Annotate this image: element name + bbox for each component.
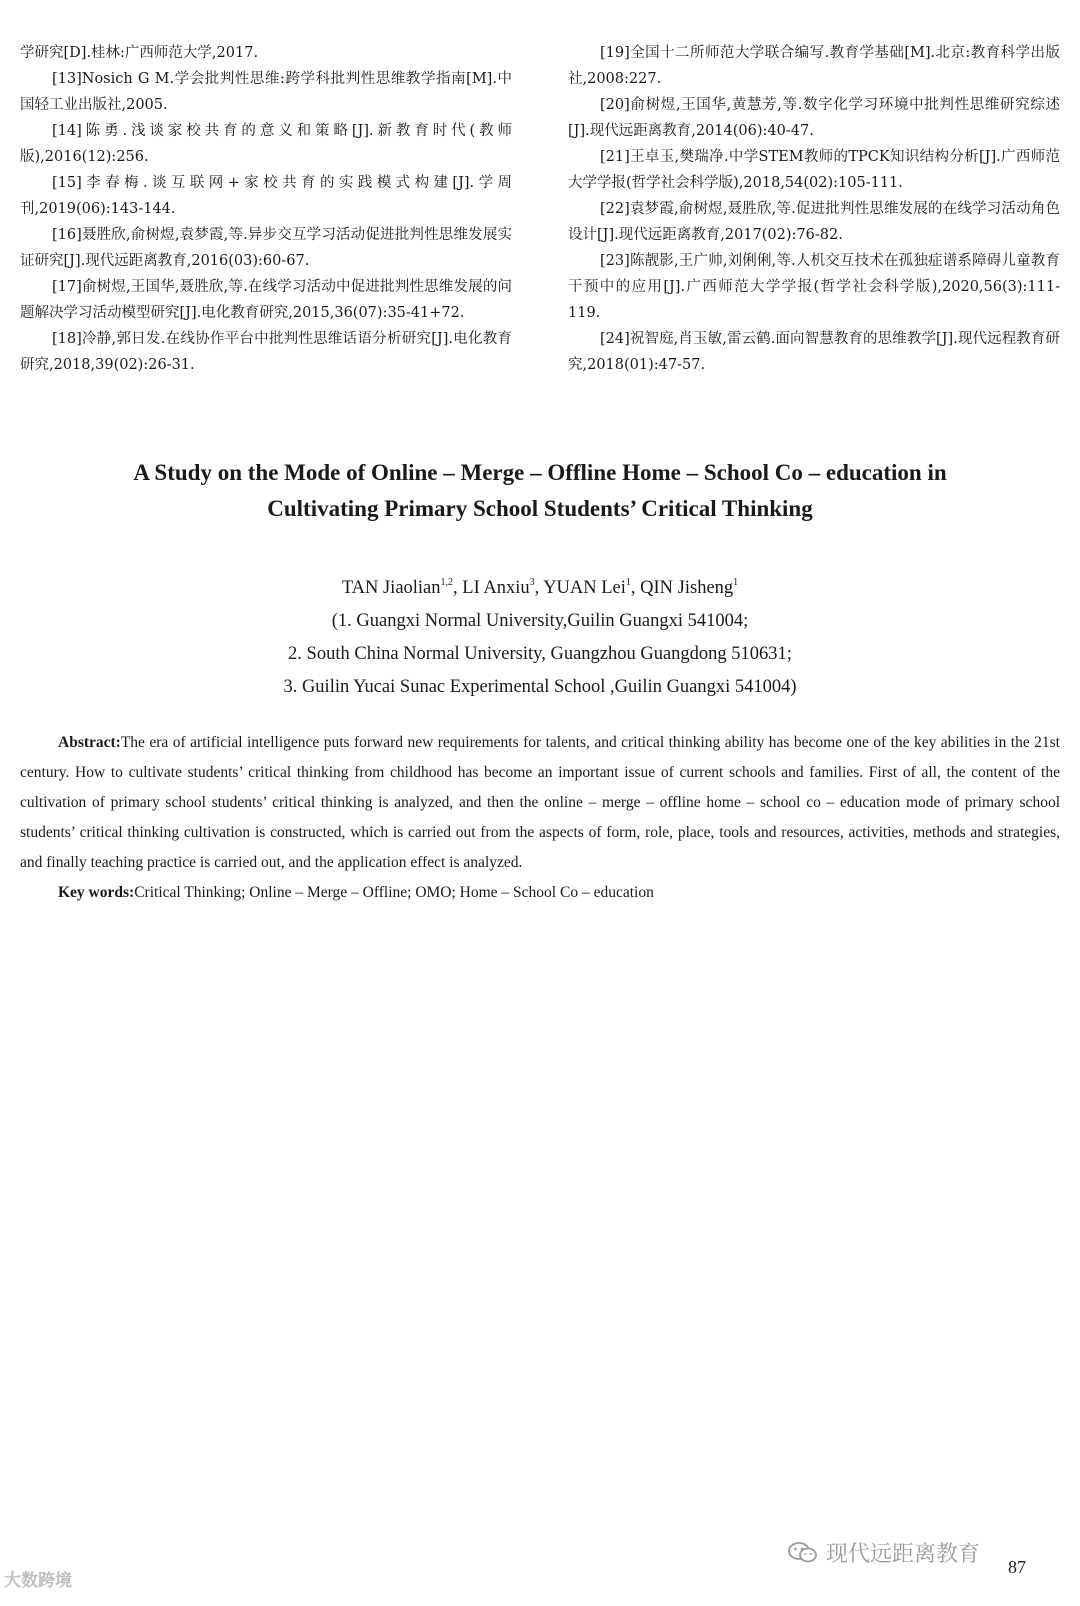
author-names: TAN Jiaolian$^{1,2}$, LI Anxiu$^3$, YUAN Lei$^1$, QIN Jisheng$^1$ bbox=[341, 577, 739, 598]
title-line-2: Cultivating Primary School Students’ Critical Thinking bbox=[267, 496, 813, 521]
affiliation-3: 3. Guilin Yucai Sunac Experimental School ,Guilin Guangxi 541004) bbox=[283, 677, 797, 697]
abstract-text: The era of artificial intelligence puts forward new requirements for talents, and critical thinking ability has become one of the key abilities in the 21st century. How to cultivate students’ critical thinking from childhood has become an important issue of current schools and families. First of all, the content of the cultivation of primary school students’ critical thinking is analyzed, and then the online – merge – offline home – school co – education mode of primary school students’ critical thinking cultivation is constructed, which is carried out from the aspects of form, role, place, tools and resources, activities, methods and strategies, and finally teaching practice is carried out, and the application effect is analyzed. bbox=[20, 734, 1060, 871]
author-affil-sup: 3 bbox=[529, 577, 535, 588]
keywords-text: Critical Thinking; Online – Merge – Offline; OMO; Home – School Co – education bbox=[134, 884, 654, 901]
reference-item: [23]陈靓影,王广帅,刘俐俐,等.人机交互技术在孤独症谱系障碍儿童教育干预中的应用[J].广西师范大学学报(哲学社会科学版),2020,56(3):111-119. bbox=[568, 253, 1060, 321]
reference-item: [18]冷静,郭日发.在线协作平台中批判性思维话语分析研究[J].电化教育研究,2018,39(02):26-31. bbox=[20, 331, 512, 373]
affiliation-1: (1. Guangxi Normal University,Guilin Guangxi 541004; bbox=[331, 611, 749, 631]
reference-item: [16]聂胜欣,俞树煜,袁梦霞,等.异步交互学习活动促进批判性思维发展实证研究[J].现代远距离教育,2016(03):60-67. bbox=[20, 227, 512, 269]
reference-item: [21]王卓玉,樊瑞净.中学STEM教师的TPCK知识结构分析[J].广西师范大学学报(哲学社会科学版),2018,54(02):105-111. bbox=[568, 149, 1060, 191]
wechat-icon bbox=[788, 1542, 818, 1564]
reference-item: [24]祝智庭,肖玉敏,雷云鹤.面向智慧教育的思维教学[J].现代远程教育研究,2018(01):47-57. bbox=[568, 331, 1060, 373]
affiliation-2: 2. South China Normal University, Guangzhou Guangdong 510631; bbox=[288, 644, 792, 664]
watermark-right-text: 现代远距离教育 bbox=[826, 1542, 981, 1567]
references-right-column bbox=[568, 40, 1060, 378]
authors-block bbox=[40, 566, 1040, 704]
references-left-column bbox=[20, 40, 512, 378]
reference-item: [14]陈勇.浅谈家校共育的意义和策略[J].新教育时代(教师版),2016(12):256. bbox=[20, 123, 512, 165]
keywords-label: Key words: bbox=[58, 884, 135, 901]
reference-item: [15]李春梅.谈互联网+家校共育的实践模式构建[J].学周刊,2019(06):143-144. bbox=[20, 175, 512, 217]
english-title bbox=[40, 455, 1040, 527]
author-name: LI Anxiu bbox=[462, 578, 530, 598]
reference-item: [19]全国十二所师范大学联合编写.教育学基础[M].北京:教育科学出版社,2008:227. bbox=[568, 45, 1060, 87]
author-name: YUAN Lei bbox=[543, 578, 626, 598]
abstract-label: Abstract: bbox=[58, 734, 121, 751]
abstract-paragraph bbox=[20, 728, 1060, 878]
references-section bbox=[20, 40, 1060, 378]
watermark-right bbox=[788, 1537, 980, 1568]
author-affil-sup: 1,2 bbox=[440, 577, 454, 588]
reference-item: [22]袁梦霞,俞树煜,聂胜欣,等.促进批判性思维发展的在线学习活动角色设计[J].现代远距离教育,2017(02):76-82. bbox=[568, 201, 1060, 243]
reference-item: 学研究[D].桂林:广西师范大学,2017. bbox=[20, 45, 259, 61]
reference-item: [17]俞树煜,王国华,聂胜欣,等.在线学习活动中促进批判性思维发展的问题解决学习活动模型研究[J].电化教育研究,2015,36(07):35-41+72. bbox=[20, 279, 512, 321]
author-affil-sup: 1 bbox=[625, 577, 631, 588]
author-name: QIN Jisheng bbox=[640, 578, 734, 598]
reference-item: [20]俞树煜,王国华,黄慧芳,等.数字化学习环境中批判性思维研究综述[J].现代远距离教育,2014(06):40-47. bbox=[568, 97, 1060, 139]
page-number: 87 bbox=[1008, 1557, 1026, 1577]
watermark-left: 大数跨境 bbox=[4, 1571, 72, 1591]
author-name: TAN Jiaolian bbox=[341, 578, 441, 598]
title-line-1: A Study on the Mode of Online – Merge – Offline Home – School Co – education in bbox=[133, 460, 947, 485]
keywords-paragraph bbox=[20, 878, 1060, 908]
abstract-section bbox=[20, 728, 1060, 908]
author-affil-sup: 1 bbox=[733, 577, 739, 588]
reference-item: [13]Nosich G M.学会批判性思维:跨学科批判性思维教学指南[M].中国轻工业出版社,2005. bbox=[20, 71, 512, 113]
